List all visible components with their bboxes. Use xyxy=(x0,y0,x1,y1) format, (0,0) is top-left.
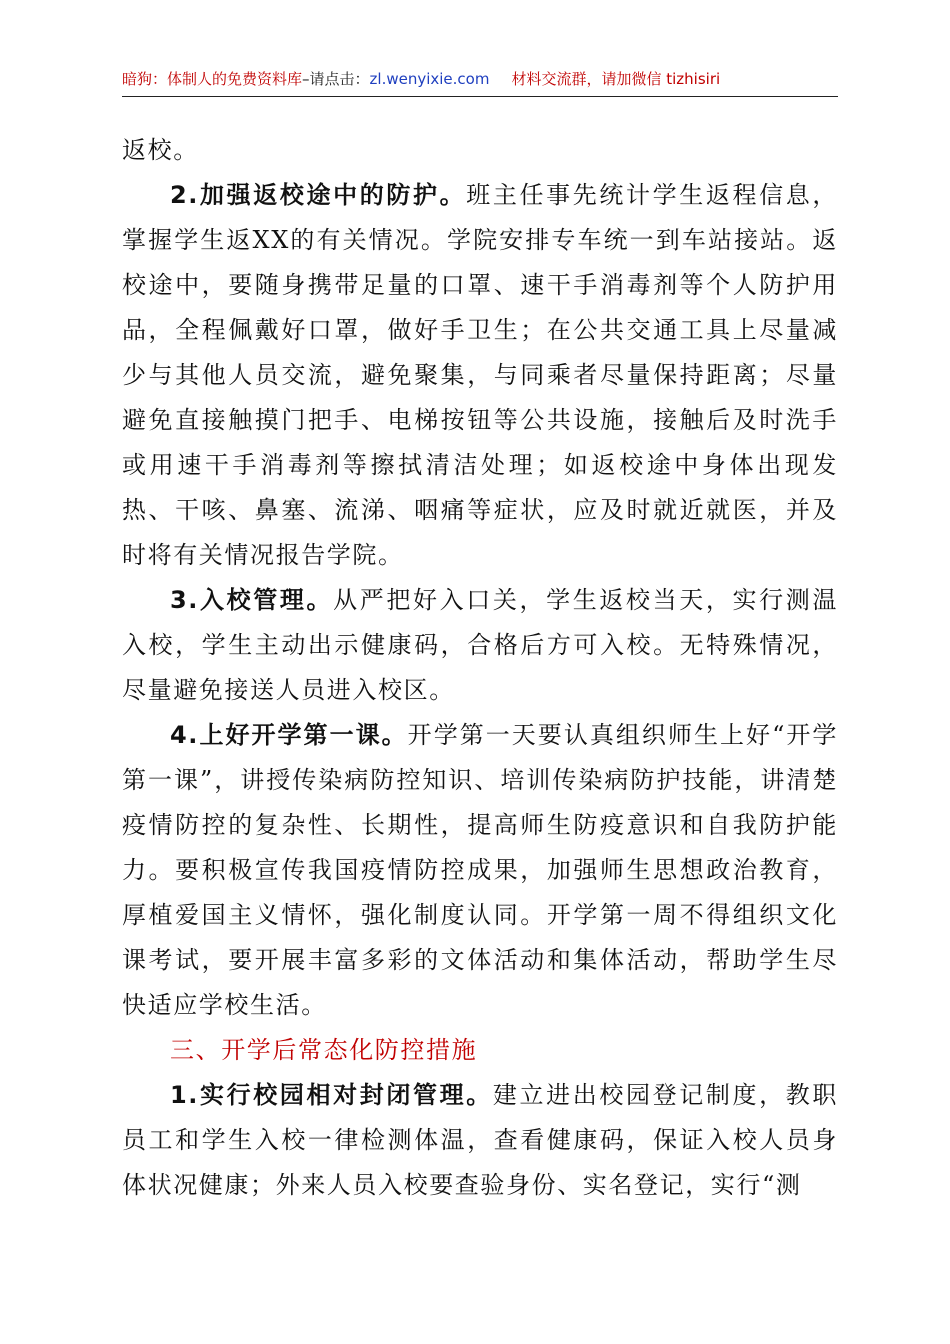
header-contact: 材料交流群，请加微信 tizhisiri xyxy=(511,70,721,88)
section-heading: 三、开学后常态化防控措施 xyxy=(170,1036,478,1064)
page-header xyxy=(122,62,838,97)
paragraph-text: 返校。 xyxy=(122,136,199,164)
paragraph-lead: 2.加强返校途中的防护。 xyxy=(170,181,467,209)
paragraph-return-protection xyxy=(122,173,838,578)
paragraph-lead: 3.入校管理。 xyxy=(170,586,334,614)
header-brand: 暗狗：体制人的免费资料库 xyxy=(122,70,303,88)
paragraph-first-lesson xyxy=(122,713,838,1028)
paragraph-lead: 4.上好开学第一课。 xyxy=(170,721,408,749)
header-url-link[interactable]: zl.wenyixie.com xyxy=(369,70,490,88)
paragraph-text: 班主任事先统计学生返程信息，掌握学生返XX的有关情况。学院安排专车统一到车站接站。返校途中，要随身携带足量的口罩、速干手消毒剂等个人防护用品，全程佩戴好口罩，做好手卫生；在公共交通工具上尽量减少与其他人员交流，避免聚集，与同乘者尽量保持距离；尽量避免直接触摸门把手、电梯按钮等公共设施，接触后及时洗手或用速干手消毒剂等擦拭清洁处理；如返校途中身体出现发热、干咳、鼻塞、流涕、咽痛等症状，应及时就近就医，并及时将有关情况报告学院。 xyxy=(122,181,838,569)
paragraph-text: 开学第一天要认真组织师生上好“开学第一课”，讲授传染病防控知识、培训传染病防护技能，讲清楚疫情防控的复杂性、长期性，提高师生防疫意识和自我防护能力。要积极宣传我国疫情防控成果，加强师生思想政治教育，厚植爱国主义情怀，强化制度认同。开学第一周不得组织文化课考试，要开展丰富多彩的文体活动和集体活动，帮助学生尽快适应学校生活。 xyxy=(122,721,838,1019)
paragraph-continuation xyxy=(122,128,838,173)
paragraph-text: 建立进出校园登记制度，教职员工和学生入校一律检测体温，查看健康码，保证入校人员身体状况健康；外来人员入校要查验身份、实名登记，实行“测 xyxy=(122,1081,838,1199)
header-click-prompt: –请点击： xyxy=(302,70,370,88)
paragraph-text: 从严把好入口关，学生返校当天，实行测温入校，学生主动出示健康码，合格后方可入校。无特殊情况，尽量避免接送人员进入校区。 xyxy=(122,586,838,704)
document-body xyxy=(122,128,838,1208)
paragraph-entry-management xyxy=(122,578,838,713)
paragraph-lead: 1.实行校园相对封闭管理。 xyxy=(170,1081,493,1109)
paragraph-campus-closure xyxy=(122,1073,838,1208)
